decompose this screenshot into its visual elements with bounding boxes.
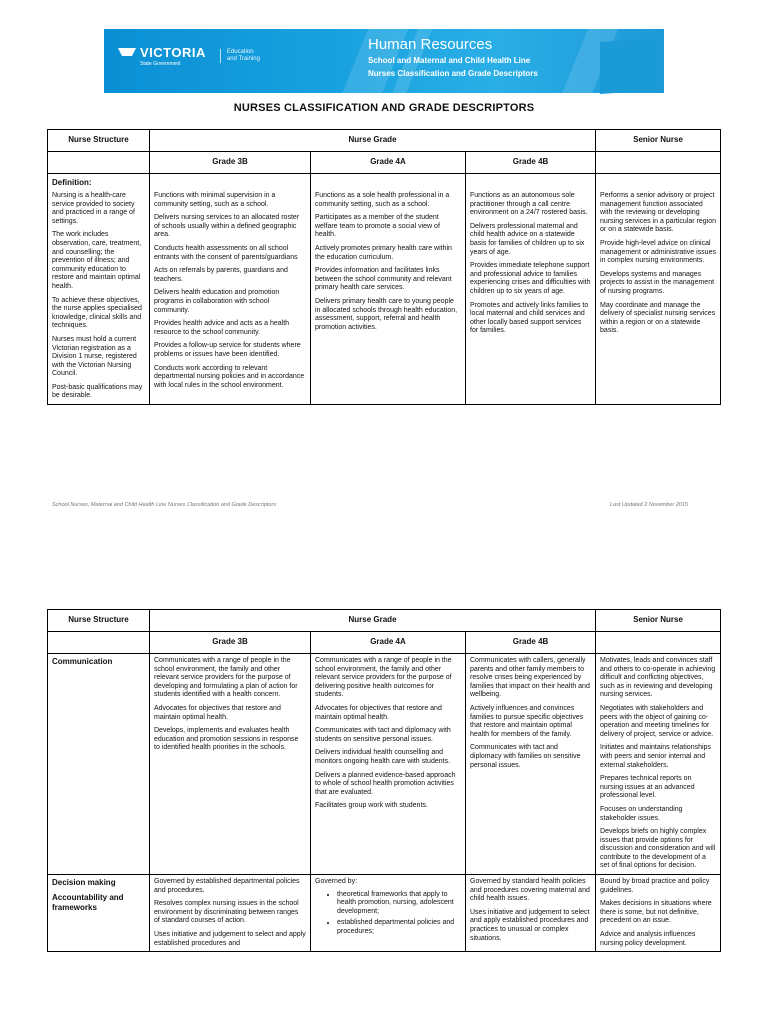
descriptor-paragraph: Communicates with tact and diplomacy with families on sensitive personal issues. [470, 744, 581, 769]
cell-decision-grade-4a [311, 875, 466, 952]
row-label-accountability: Accountability and frameworks [52, 893, 124, 913]
row-label-communication: Communication [52, 657, 113, 666]
descriptor-paragraph: Initiates and maintains relationships with peers and senior internal and external stakeholders. [600, 744, 711, 769]
bullet-item: • established departmental policies and procedures; [337, 919, 461, 936]
descriptor-paragraph: The work includes observation, care, treatment, and counselling; the prevention of illness; and community education to restore and maintain optimal health. [52, 231, 142, 290]
victoria-government-logo [118, 45, 260, 67]
subheader-grade-3b: Grade 3B [150, 632, 311, 654]
descriptor-paragraph: Develops systems and manages projects to assist in the management of nursing programs. [600, 270, 715, 295]
paragraph-list [154, 657, 306, 753]
descriptor-paragraph: Nurses must hold a current Victorian registration as a Division 1 nurse, registered with the Victorian Nursing Council. [52, 335, 137, 378]
footer-last-updated: Last Updated 2 November 2015 [610, 502, 688, 508]
row-label-definition: Definition: [52, 178, 92, 187]
table-header-row [48, 130, 721, 152]
descriptor-paragraph: Participates as a member of the student welfare team to promote a social view of health. [315, 214, 440, 239]
subheader-grade-4a: Grade 4A [311, 152, 466, 174]
descriptor-paragraph: Functions with minimal supervision in a community setting, such as a school. [154, 192, 276, 208]
table-subheader-row [48, 152, 721, 174]
descriptor-paragraph: Provide high-level advice on clinical management or administrative issues in complex nursing environments. [600, 239, 716, 265]
paragraph-list [470, 192, 591, 336]
descriptor-paragraph: Facilitates group work with students. [315, 802, 428, 810]
descriptor-paragraph: Functions as a sole health professional in a community setting, such as a school. [315, 192, 450, 208]
table-header-row [48, 610, 721, 632]
banner-subtitle-1: School and Maternal and Child Health Line [368, 56, 531, 65]
subheader-empty [48, 152, 150, 174]
descriptor-paragraph: Delivers health education and promotion programs in collaboration with school community. [154, 289, 280, 314]
subheader-empty [596, 152, 721, 174]
paragraph-list [315, 192, 461, 332]
descriptor-paragraph: Communicates with tact and diplomacy with students on sensitive personal issues. [315, 727, 451, 743]
paragraph-list [154, 878, 306, 948]
descriptor-paragraph: May coordinate and manage the delivery of specialist nursing services within a region or on a statewide basis. [600, 301, 716, 335]
footer-document-name: School Nurses, Maternal and Child Health Line Nurses Classification and Grade Descriptors [52, 502, 277, 508]
descriptor-paragraph: Develops briefs on highly complex issues that provide options for discussion and consideration and will contribute to the development of a set of final options for decision. [600, 828, 716, 870]
descriptor-paragraph: Delivers individual health counselling and monitors ongoing health care with students. [315, 749, 451, 765]
descriptor-paragraph: Acts on referrals by parents, guardians and teachers. [154, 267, 288, 283]
cell-communication-grade-4a [311, 654, 466, 875]
cell-definition-grade-4a [311, 174, 466, 405]
header-banner [104, 29, 664, 93]
department-line-1: Education [226, 49, 254, 55]
descriptor-paragraph: Advocates for objectives that restore and maintain optimal health. [315, 704, 442, 721]
descriptor-paragraph: Nursing is a health-care service provided to society and practiced in a range of settings. [52, 192, 135, 225]
subheader-grade-4b: Grade 4B [466, 632, 596, 654]
cell-definition-structure [48, 174, 150, 405]
descriptor-paragraph: Actively influences and convinces families to pursue specific objectives that restore and maintain optimal health for members of the family. [470, 704, 584, 738]
descriptor-paragraph: Delivers primary health care to young people in allocated schools through health education, assessment, support, referral and health promotion activities. [315, 297, 458, 331]
cell-decision-structure [48, 875, 150, 952]
bullet-list [315, 891, 461, 937]
governed-by-intro: Governed by: [315, 878, 358, 886]
descriptor-paragraph: Delivers a planned evidence-based approach to whole of school health promotion activities that are evaluated. [315, 771, 456, 796]
descriptor-paragraph: Post-basic qualifications may be desirable. [52, 383, 143, 400]
descriptor-paragraph: Advocates for objectives that restore and maintain optimal health. [154, 704, 281, 721]
descriptor-paragraph: Conducts work according to relevant departmental nursing policies and in accordance with local rules in the school environment. [154, 364, 305, 389]
descriptor-paragraph: Governed by standard health policies and procedures covering maternal and child health issues. [470, 878, 590, 903]
table-subheader-row [48, 632, 721, 654]
header-nurse-grade: Nurse Grade [150, 130, 596, 152]
cell-decision-senior [596, 875, 721, 952]
descriptor-paragraph: Motivates, leads and convinces staff and others to co-operate in achieving difficult and conflicting objectives, such as in reviewing and developing nursing services. [600, 657, 716, 699]
descriptor-paragraph: Uses initiative and judgement to select and apply established procedures and practices to unusual or complex situations. [470, 908, 590, 942]
paragraph-list [600, 878, 716, 948]
cell-decision-grade-3b [150, 875, 311, 952]
descriptor-paragraph: Uses initiative and judgement to select and apply established procedures and [154, 931, 306, 947]
descriptor-paragraph: Functions as an autonomous sole practitioner through a call centre environment on a 24/7 rostered basis. [470, 192, 588, 217]
row-label-decision-making: Decision making [52, 878, 116, 888]
header-senior-nurse: Senior Nurse [596, 130, 721, 152]
cell-definition-grade-3b [150, 174, 311, 405]
cell-definition-senior [596, 174, 721, 405]
cell-definition-grade-4b [466, 174, 596, 405]
header-nurse-grade: Nurse Grade [150, 610, 596, 632]
logo-subtext: State Government [140, 61, 181, 67]
descriptor-paragraph: Provides immediate telephone support and professional advice to families experiencing crises and difficulties with children up to six years of age. [470, 262, 591, 295]
descriptor-paragraph: Advice and analysis influences nursing policy development. [600, 931, 696, 947]
logo-wordmark [140, 45, 206, 67]
subheader-empty [596, 632, 721, 654]
table-row-decision-making [48, 875, 721, 952]
descriptor-paragraph: Develops, implements and evaluates health education and promotion sessions in response to identified health priorities in the schools. [154, 727, 299, 752]
subheader-grade-3b: Grade 3B [150, 152, 311, 174]
header-nurse-structure: Nurse Structure [48, 130, 150, 152]
descriptor-paragraph: Communicates with callers, generally parents and other family members to resolve crises being experienced by families that impact on their health and wellbeing. [470, 657, 590, 699]
cell-communication-grade-3b [150, 654, 311, 875]
subheader-empty [48, 632, 150, 654]
banner-subtitle-2: Nurses Classification and Grade Descriptors [368, 69, 538, 78]
banner-tab-decoration [600, 38, 658, 94]
bullet-item: • theoretical frameworks that apply to health promotion, nursing, adolescent development; [337, 891, 461, 917]
paragraph-list [52, 192, 145, 401]
descriptor-paragraph: Provides health advice and acts as a health resource to the school community. [154, 320, 290, 336]
descriptor-paragraph: Performs a senior advisory or project management function associated with the reviewing or developing nursing services in a particular region or on a statewide basis. [600, 192, 716, 234]
grade-descriptor-table-definition [47, 129, 721, 405]
descriptor-paragraph: Promotes and actively links families to local maternal and child services and other locally based support services for families. [470, 301, 589, 335]
paragraph-list [470, 878, 591, 943]
descriptor-paragraph: Communicates with a range of people in the school environment, the family and other relevant service providers for the purpose of developing and formulating a plan of action for students identified with a health concern. [154, 657, 298, 699]
paragraph-list [600, 192, 716, 336]
descriptor-paragraph: Conducts health assessments on all school entrants with the consent of parents/guardians [154, 244, 298, 261]
descriptor-paragraph: Governed by established departmental policies and procedures. [154, 878, 300, 894]
descriptor-paragraph: Communicates with a range of people in the school environment, the family and other relevant service providers for the purpose of delivering positive health outcomes for students. [315, 657, 452, 699]
page-title: NURSES CLASSIFICATION AND GRADE DESCRIPTORS [233, 102, 535, 114]
descriptor-paragraph: Actively promotes primary health care within the education curriculum. [315, 244, 452, 261]
paragraph-list [600, 657, 716, 871]
descriptor-paragraph: Resolves complex nursing issues in the school environment by discriminating between ranges of standard courses of action. [154, 900, 299, 925]
descriptor-paragraph: Makes decisions in situations where there is some, but not definitive, precedent on an issue. [600, 900, 712, 925]
cell-communication-structure [48, 654, 150, 875]
descriptor-paragraph: Delivers nursing services to an allocated roster of schools usually within a defined geographic area. [154, 214, 300, 239]
descriptor-paragraph: Negotiates with stakeholders and peers with the object of gaining co-operation and meeting timelines for delivery of project, service or advice. [600, 704, 714, 738]
descriptor-paragraph: Focuses on understanding stakeholder issues. [600, 805, 683, 822]
header-nurse-structure: Nurse Structure [48, 610, 150, 632]
descriptor-paragraph: Prepares technical reports on nursing issues at an advanced professional level. [600, 775, 695, 800]
paragraph-list [470, 657, 591, 770]
subheader-grade-4a: Grade 4A [311, 632, 466, 654]
cell-communication-senior [596, 654, 721, 875]
descriptor-paragraph: To achieve these objectives, the nurse applies specialised knowledge, clinical skills and techniques. [52, 296, 142, 330]
header-senior-nurse: Senior Nurse [596, 610, 721, 632]
paragraph-list [154, 192, 306, 390]
descriptor-paragraph: Provides information and facilitates links between the school community and relevant primary health care services. [315, 267, 452, 292]
cell-communication-grade-4b [466, 654, 596, 875]
table-row-definition [48, 174, 721, 405]
descriptor-paragraph: Bound by broad practice and policy guidelines. [600, 878, 710, 894]
grade-descriptor-table-continued [47, 609, 721, 952]
cell-decision-grade-4b [466, 875, 596, 952]
descriptor-paragraph: Delivers professional maternal and child health advice on a statewide basis for families of children up to six years of age. [470, 222, 585, 256]
paragraph-list [315, 657, 461, 811]
crown-icon [118, 48, 136, 64]
department-name [220, 49, 260, 63]
descriptor-paragraph: Provides a follow-up service for students where problems or issues have been identified. [154, 342, 301, 358]
logo-text: VICTORIA [140, 45, 206, 60]
banner-title: Human Resources [368, 36, 493, 53]
table-row-communication [48, 654, 721, 875]
department-line-2: and Training [226, 56, 260, 62]
subheader-grade-4b: Grade 4B [466, 152, 596, 174]
